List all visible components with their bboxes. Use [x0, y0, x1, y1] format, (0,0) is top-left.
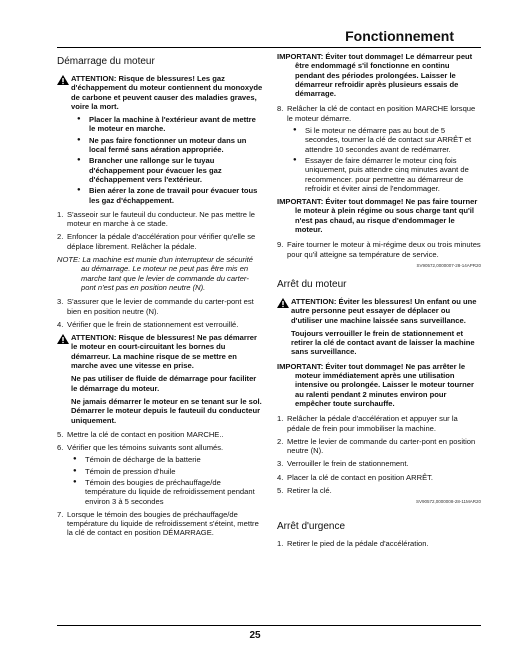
step-item [277, 104, 481, 193]
indicator-bullets [67, 455, 263, 505]
list-item: ● Si le moteur ne démarre pas au bout de 5 secondes, tourner la clé de contact sur ARRÊT et attendre 10 secondes avant de redémarrer. [287, 126, 481, 154]
section-title-emergency: Arrêt d'urgence [277, 521, 346, 533]
section-title-starting: Démarrage du moteur [57, 56, 155, 67]
step-text: Retirer la clé. [287, 485, 332, 495]
warning-exhaust [57, 74, 263, 205]
step-text: Vérifier que les témoins suivants sont allumés. [67, 443, 224, 453]
steps-start-c [57, 430, 263, 538]
warning-icon [277, 298, 289, 308]
step-item [277, 240, 481, 259]
note-safety-switch: NOTE: La machine est munie d'un interrupteur de sécurité au démarrage. Le moteur ne peut pas être mis en marche tant que le levier de commande du carter-pont n'est pas en position neutre (N). [57, 255, 254, 292]
warning-starter-p2: Ne pas utiliser de fluide de démarrage pour faciliter le démarrage du moteur. [71, 374, 257, 393]
step-text: Verrouiller le frein de stationnement. [287, 459, 409, 469]
steps-start-b [57, 297, 263, 329]
warning-unattended [277, 297, 481, 357]
list-item: ● Brancher une rallonge sur le tuyau d'échappement pour évacuer les gaz d'échappement vers l'extérieur. [71, 156, 263, 184]
page-number: 25 [249, 630, 261, 641]
restart-bullets [287, 126, 481, 193]
step-item [277, 414, 481, 433]
step-number: 1. [277, 414, 284, 424]
step-item [57, 232, 263, 251]
steps-start-e [277, 240, 481, 259]
warning-unattended-p1: ATTENTION: Éviter les blessures! Un enfant ou une autre personne peut essayer de déplacer ou d'utiliser une machine laissée sans surveillance. [291, 296, 477, 325]
step-number: 5. [57, 429, 64, 439]
list-item: ● Essayer de faire démarrer le moteur cinq fois uniquement, puis attendre cinq minutes avant de recommencer. pour permettre au démarreur de refroidir et éviter ainsi de l'endommager. [287, 156, 481, 193]
step-text: Relâcher la clé de contact en position MARCHE lorsque le moteur démarre. [287, 104, 476, 123]
footer-rule [57, 625, 481, 626]
list-item: ● Témoin de pression d'huile [67, 467, 263, 476]
important-cooldown: IMPORTANT: Éviter tout dommage! Ne pas arrêter le moteur immédiatement après une utilisation intensive ou prolongée. Laisser le moteur tourner au ralenti pendant 2 minutes environ pour empêcher toute surchauffe. [277, 361, 474, 408]
step-number: 2. [57, 232, 64, 242]
important-warmup: IMPORTANT: Éviter tout dommage! Ne pas faire tourner le moteur à plein régime ou sous charge tant qu'il n'est pas chaud, au risque d'endommager le moteur. [277, 197, 478, 235]
step-number: 4. [57, 319, 64, 329]
list-item: ● Ne pas faire fonctionner un moteur dans un local fermé sans aération appropriée. [71, 136, 263, 155]
step-text: Placer la clé de contact en position ARRÊT. [287, 472, 434, 482]
step-number: 3. [277, 459, 284, 469]
step-item [277, 459, 481, 468]
step-item [277, 486, 481, 495]
step-number: 6. [57, 443, 64, 453]
list-item: ● Témoin des bougies de préchauffage/de température du liquide de refroidissement pendant environ 3 à 5 secondes [67, 478, 263, 506]
steps-stop [277, 414, 481, 495]
step-item [57, 510, 263, 538]
step-number: 2. [277, 436, 284, 446]
page-title: Fonctionnement [345, 28, 454, 44]
step-text: S'asseoir sur le fauteuil du conducteur. Ne pas mettre le moteur en marche à ce stade. [67, 209, 256, 229]
reference-code: SV90572,0000008-28-11MAR20 [416, 499, 481, 505]
step-number: 3. [57, 297, 64, 307]
step-number: 9. [277, 240, 284, 250]
left-column [57, 52, 263, 542]
step-item [57, 430, 263, 439]
warning-starter-p3: Ne jamais démarrer le moteur en se tenant sur le sol. Démarrer le moteur depuis le fauteuil du conducteur uniquement. [71, 396, 262, 425]
step-text: Mettre la clé de contact en position MARCHE.. [67, 429, 224, 439]
step-number: 8. [277, 104, 284, 114]
step-number: 5. [277, 485, 284, 495]
step-text: Mettre le levier de commande du carter-pont en position neutre (N). [287, 436, 476, 456]
steps-start-a [57, 210, 263, 251]
warning-starter-p1: ATTENTION: Risque de blessures! Ne pas démarrer le moteur en court-circuitant les bornes du démarreur. La machine risque de se mettre en marche avec une vitesse en prise. [71, 333, 257, 371]
step-item [277, 437, 481, 456]
step-text: Relâcher la pédale d'accélération et appuyer sur la pédale de frein pour immobiliser la machine. [287, 414, 458, 433]
step-text: Retirer le pied de la pédale d'accélération. [287, 539, 429, 549]
step-item [57, 320, 263, 329]
steps-start-d [277, 104, 481, 193]
warning-starter [57, 333, 263, 425]
header-rule [57, 47, 481, 48]
right-column [277, 52, 481, 553]
warning-exhaust-bullets [71, 115, 263, 205]
list-item: ● Témoin de décharge de la batterie [67, 455, 263, 464]
step-text: S'assurer que le levier de commande du carter-pont est bien en position neutre (N). [67, 297, 254, 316]
step-number: 4. [277, 472, 284, 482]
step-item [57, 443, 263, 506]
step-item [57, 210, 263, 229]
step-text: Vérifier que le frein de stationnement est verrouillé. [67, 319, 239, 329]
reference-code: SV90572,0000007-28-14APR20 [416, 262, 481, 268]
step-item [277, 473, 481, 482]
list-item: ● Bien aérer la zone de travail pour évacuer tous les gaz d'échappement. [71, 186, 263, 205]
step-item [277, 539, 481, 548]
steps-emergency [277, 539, 481, 548]
important-starter: IMPORTANT: Éviter tout dommage! Le démarreur peut être endommagé s'il fonctionne en continu pendant des périodes prolongées. Laisser le démarreur refroidir après plusieurs essais de démarrage. [277, 52, 473, 99]
warning-exhaust-text: ATTENTION: Risque de blessures! Les gaz d'échappement du moteur contiennent du monoxyde de carbone et peuvent causer des maladies graves, voire la mort. [71, 74, 263, 111]
step-text: Lorsque le témoin des bougies de préchauffage/de température du liquide de refroidissement s'éteint, mettre la clé de contact en position DÉMARRAGE. [67, 509, 259, 538]
step-number: 1. [57, 209, 64, 219]
section-title-stopping: Arrêt du moteur [277, 278, 347, 290]
warning-icon [57, 334, 69, 344]
step-item [57, 297, 263, 316]
list-item: ● Placer la machine à l'extérieur avant de mettre le moteur en marche. [71, 115, 263, 134]
warning-unattended-p2: Toujours verrouiller le frein de stationnement et retirer la clé de contact avant de laisser la machine sans surveillance. [291, 328, 475, 357]
step-number: 1. [277, 539, 284, 549]
warning-icon [57, 75, 69, 85]
step-number: 7. [57, 509, 64, 519]
step-text: Faire tourner le moteur à mi-régime deux ou trois minutes pour qu'il atteigne sa température de service. [287, 240, 481, 259]
step-text: Enfoncer la pédale d'accélération pour vérifier qu'elle se déplace librement. Relâcher la pédale. [67, 232, 256, 251]
